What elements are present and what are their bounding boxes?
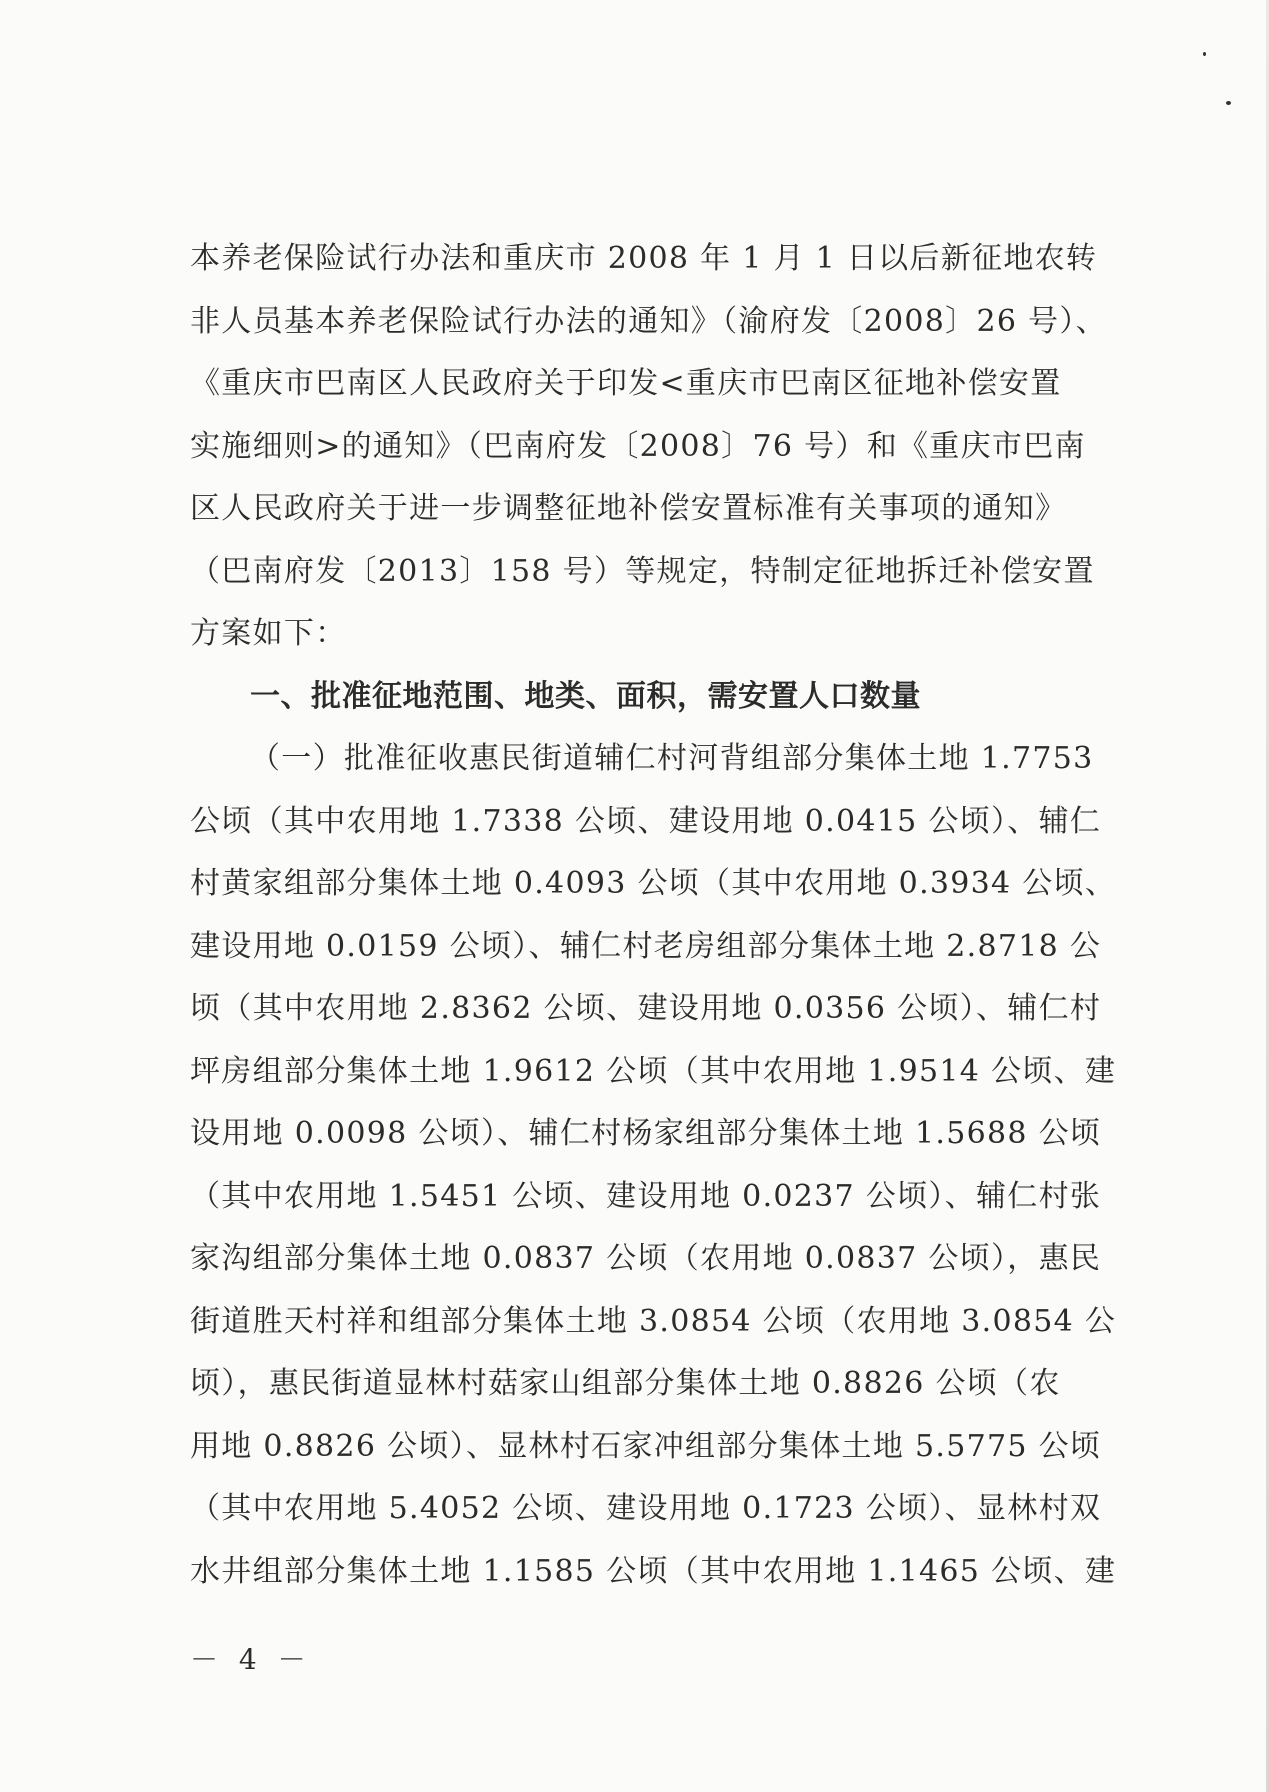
subsection-line: 街道胜天村祥和组部分集体土地 3.0854 公顷（农用地 3.0854 公 <box>190 1303 1117 1339</box>
subsection-line: 顷），惠民街道显林村菇家山组部分集体土地 0.8826 公顷（农 <box>190 1366 1061 1401</box>
paragraph-line: 本养老保险试行办法和重庆市 2008 年 1 月 1 日以后新征地农转 <box>190 241 1098 276</box>
scan-speck <box>1226 101 1231 105</box>
paragraph-line: 方案如下： <box>190 616 347 651</box>
scan-speck <box>1203 52 1206 56</box>
subsection-line: 设用地 0.0098 公顷）、辅仁村杨家组部分集体土地 1.5688 公顷 <box>190 1116 1102 1151</box>
paragraph-line: （巴南府发〔2013〕158 号）等规定，特制定征地拆迁补偿安置 <box>190 553 1095 589</box>
subsection-line: 公顷（其中农用地 1.7338 公顷、建设用地 0.0415 公顷）、辅仁 <box>190 803 1102 839</box>
subsection-line: 家沟组部分集体土地 0.0837 公顷（农用地 0.0837 公顷），惠民 <box>190 1241 1102 1276</box>
section-heading: 一、批准征地范围、地类、面积，需安置人口数量 <box>250 678 921 714</box>
paragraph-line: 区人民政府关于进一步调整征地补偿安置标准有关事项的通知》 <box>190 491 1067 526</box>
subsection-line: 村黄家组部分集体土地 0.4093 公顷（其中农用地 0.3934 公顷、 <box>190 866 1117 901</box>
subsection-line: （其中农用地 1.5451 公顷、建设用地 0.0237 公顷）、辅仁村张 <box>190 1178 1102 1214</box>
document-body <box>190 228 1130 1603</box>
subsection-line: 坪房组部分集体土地 1.9612 公顷（其中农用地 1.9514 公顷、建 <box>190 1053 1117 1089</box>
subsection-line: （其中农用地 5.4052 公顷、建设用地 0.1723 公顷）、显林村双 <box>190 1491 1102 1526</box>
paragraph-line: 《重庆市巴南区人民政府关于印发<重庆市巴南区征地补偿安置 <box>190 366 1062 401</box>
page-number: － 4 － <box>190 1643 312 1676</box>
subsection-line: （一）批准征收惠民街道辅仁村河背组部分集体土地 1.7753 <box>250 741 1094 776</box>
subsection-line: 用地 0.8826 公顷）、显林村石家冲组部分集体土地 5.5775 公顷 <box>190 1428 1102 1464</box>
paragraph-line: 非人员基本养老保险试行办法的通知》（渝府发〔2008〕26 号）、 <box>190 303 1107 339</box>
subsection-line: 顷（其中农用地 2.8362 公顷、建设用地 0.0356 公顷）、辅仁村 <box>190 991 1102 1026</box>
subsection-line: 建设用地 0.0159 公顷）、辅仁村老房组部分集体土地 2.8718 公 <box>190 928 1102 964</box>
paragraph-line: 实施细则>的通知》（巴南府发〔2008〕76 号）和《重庆市巴南 <box>190 428 1086 464</box>
subsection-line: 水井组部分集体土地 1.1585 公顷（其中农用地 1.1465 公顷、建 <box>190 1553 1117 1589</box>
